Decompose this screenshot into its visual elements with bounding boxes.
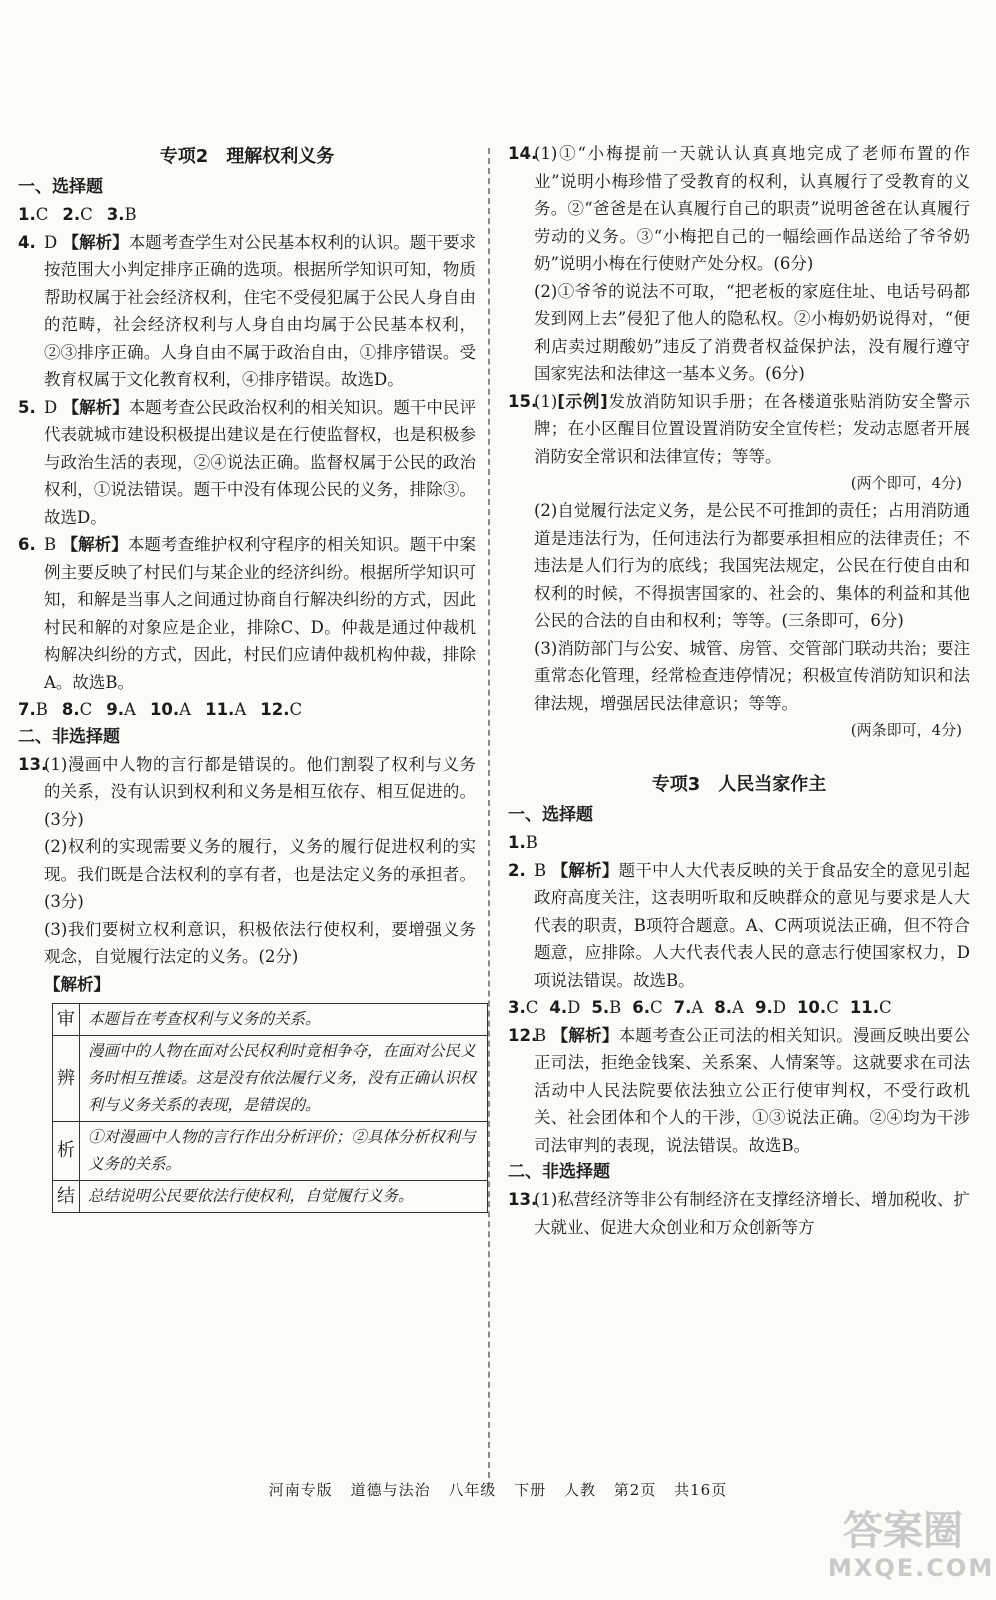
answer-item: 9.D	[754, 998, 786, 1017]
section-heading-nonchoice: 二、非选择题	[508, 1162, 610, 1182]
answer-item: 1.C	[18, 205, 49, 224]
left-column	[18, 140, 476, 1213]
section-title: 专项2 理解权利义务	[159, 146, 335, 167]
answer-part: (1)[示例]发放消防知识手册；在各楼道张贴消防安全警示牌；在小区醒目位置设置消防安全宣传栏；发动志愿者开展消防安全常识和法律宣传；等等。	[534, 391, 970, 466]
section-heading-nonchoice: 二、非选择题	[18, 726, 120, 747]
column-divider	[488, 148, 490, 1488]
answer-item: 2.C	[62, 205, 93, 224]
answer-part: (1)私营经济等非公有制经济在支撑经济增长、增加税收、扩大就业、促进大众创业和万众创新等方	[534, 1190, 970, 1237]
question-13: 13. (1)漫画中人物的言行都是错误的。他们割裂了权利与义务的关系，没有认识到权利和义务是相互依存、相互促进的。(3分) (2)权利的实现需要义务的履行，义务的履行促进权利的实现。我们既是合法权利的享有者，也是法定义务的承担者。(3分) (3)我们要树立权利意识，积极依法行使权利，要增强义务观念，自觉履行法定的义务。(2分)	[18, 751, 476, 971]
table-row	[53, 1003, 488, 1035]
footer-grade: 八年级	[448, 1481, 497, 1499]
section-heading-choice: 一、选择题	[508, 805, 593, 825]
analysis-table	[52, 1003, 488, 1213]
page-footer	[0, 1480, 996, 1500]
explanation-text: 题干中人大代表反映的关于食品安全的意见引起政府高度关注，这表明听取和反映群众的意见与要求是人大代表的职责，B项符合题意。A、C两项说法正确，但不符合题意，应排除。人大代表代表人民的意志行使国家权力，D项说法错误。故选B。	[534, 860, 971, 990]
score-note: (两个即可，4分)	[850, 474, 962, 492]
answer-part: (2)①爷爷的说法不可取，“把老板的家庭住址、电话号码都发到网上去”侵犯了他人的隐私权。②小梅奶奶说得对，“便利店卖过期酸奶”违反了消费者权益保护法，没有履行遵守国家宪法和法律这一基本义务。(6分)	[534, 281, 970, 383]
question-4: 4. D 【解析】本题考查学生对公民基本权利的认识。题干要求按范围大小判定排序正确的选项。根据所学知识可知，物质帮助权属于社会经济权利，住宅不受侵犯属于公民人身自由的范畴，社会经济权利与人身自由均属于公民基本权利，②③排序正确。人身自由不属于政治自由，①排序错误。受教育权属于文化教育权利，④排序错误。故选D。	[18, 232, 477, 389]
answer-item: 3.B	[106, 205, 137, 224]
answer-line	[18, 696, 476, 724]
table-row	[53, 1035, 488, 1121]
answer-item: 1.B	[508, 833, 538, 852]
row-value: 总结说明公民要依法行使权利，自觉履行义务。	[80, 1180, 488, 1212]
row-value: 本题旨在考查权利与义务的关系。	[80, 1003, 488, 1035]
footer-page: 第2页	[613, 1481, 657, 1499]
answer-item: 3.C	[508, 998, 539, 1017]
answer-item: 12.C	[260, 700, 303, 719]
question-15: 15. (1)[示例]发放消防知识手册；在各楼道张贴消防安全警示牌；在小区醒目位置设置消防安全宣传栏；发动志愿者开展消防安全常识和法律宣传；等等。	[508, 388, 970, 471]
answer-part: (1)漫画中人物的言行都是错误的。他们割裂了权利与义务的关系，没有认识到权利和义务是相互依存、相互促进的。(3分)	[44, 754, 476, 829]
answer-line	[18, 201, 476, 229]
watermark-logo: 答案圈 MXQE.COM	[828, 1508, 995, 1582]
score-note: (两条即可，4分)	[850, 721, 962, 739]
question-12: 12. B 【解析】本题考查公正司法的相关知识。漫画反映出要公正司法，拒绝金钱案、关系案、人情案等。这就要求在司法活动中人民法院要依法独立公正行使审判权，不受行政机关、社会团体和个人的干涉，①③说法正确。②④均为干涉司法审判的表现，说法错误。故选B。	[508, 1025, 971, 1155]
answer-item: 11.C	[849, 998, 892, 1017]
question-6: 6. B 【解析】本题考查维护权利守程序的相关知识。题干中案例主要反映了村民们与某企业的经济纠纷。根据所学知识可知，和解是当事人之间通过协商自行解决纠纷的方式，因此村民和解的对象应是企业，排除C、D。仲裁是通过仲裁机构解决纠纷的方式，因此，村民们应请仲裁机构仲裁，排除A。故选B。	[18, 535, 477, 692]
answer-part: (1)①“小梅提前一天就认认真真地完成了老师布置的作业”说明小梅珍惜了受教育的权利，认真履行了受教育的义务。②“爸爸是在认真履行自己的职责”说明爸爸在认真履行劳动的义务。③“小梅把自己的一幅绘画作品送给了爷爷奶奶”说明小梅在行使财产处分权。(6分)	[534, 144, 970, 273]
question-5: 5. D 【解析】本题考查公民政治权利的相关知识。题干中民评代表就城市建设积极提出建议是在行使监督权，也是积极参与政治生活的表现，②④说法正确。监督权属于公民的政治权利，①说法错误。题干中没有体现公民的义务，排除③。故选D。	[18, 397, 477, 527]
answer-item: 10.C	[796, 998, 839, 1017]
answer-item: 10.A	[149, 700, 192, 719]
answer-line	[508, 994, 970, 1022]
answer-item: 5.B	[591, 998, 622, 1017]
row-key: 辨	[53, 1035, 80, 1121]
explanation-text: 本题考查公民政治权利的相关知识。题干中民评代表就城市建设积极提出建议是在行使监督权，也是积极参与政治生活的表现，②④说法正确。监督权属于公民的政治权利，①说法错误。题干中没有体现公民的义务，排除③。故选D。	[44, 397, 477, 527]
answer-item: 7.A	[673, 998, 704, 1017]
footer-edition: 河南专版	[268, 1481, 333, 1499]
answer-item: 8.A	[714, 998, 744, 1017]
question-2: 2. B 【解析】题干中人大代表反映的关于食品安全的意见引起政府高度关注，这表明听取和反映群众的意见与要求是人大代表的职责，B项符合题意。A、C两项说法正确，但不符合题意，应排除。人大代表代表人民的意志行使国家权力，D项说法错误。故选B。	[508, 860, 971, 990]
row-key: 结	[53, 1180, 80, 1212]
row-key: 审	[53, 1003, 80, 1035]
answer-item: 8.C	[61, 700, 93, 719]
table-row	[53, 1180, 488, 1212]
right-column	[508, 140, 970, 1241]
answer-item: 9.A	[106, 700, 136, 719]
footer-subject: 道德与法治	[350, 1481, 431, 1499]
row-value: 漫画中的人物在面对公民权利时竟相争夺，在面对公民义务时相互推诿。这是没有依法履行义务，没有正确认识权利与义务关系的表现，是错误的。	[80, 1035, 488, 1121]
footer-volume: 下册	[514, 1481, 547, 1499]
section-heading-choice: 一、选择题	[18, 177, 103, 197]
question-14: 14. (1)①“小梅提前一天就认认真真地完成了老师布置的作业”说明小梅珍惜了受教育的权利，认真履行了受教育的义务。②“爸爸是在认真履行自己的职责”说明爸爸在认真履行劳动的义务。③“小梅把自己的一幅绘画作品送给了爷爷奶奶”说明小梅在行使财产处分权。(6分) (2)①爷爷的说法不可取，“把老板的家庭住址、电话号码都发到网上去”侵犯了他人的隐私权。②小梅奶奶说得对，“便利店卖过期酸奶”违反了消费者权益保护法，没有履行遵守国家宪法和法律这一基本义务。(6分)	[508, 140, 970, 388]
answer-item: 4.D	[549, 998, 581, 1017]
row-key: 析	[53, 1121, 80, 1180]
answer-part: (2)自觉履行法定义务，是公民不可推卸的责任；占用消防通道是违法行为，任何违法行为都要承担相应的法律责任；不违法是人们行为的底线；我国宪法规定，公民在行使自由和权利的时候，不得损害国家的、社会的、集体的利益和其他公民的合法的自由和权利；等等。(三条即可，6分)	[534, 501, 970, 630]
question-13-right: 13. (1)私营经济等非公有制经济在支撑经济增长、增加税收、扩大就业、促进大众创业和万众创新等方	[508, 1186, 970, 1241]
answer-item: 11.A	[205, 700, 247, 719]
answer-item: 7.B	[18, 700, 48, 719]
answer-part: (3)消防部门与公安、城管、房管、交管部门联动共治；要注重常态化管理，经常检查违停情况；积极宣传消防知识和法律法规，增强居民法律意识；等等。	[534, 638, 970, 713]
answer-line	[508, 829, 970, 857]
row-value: ①对漫画中人物的言行作出分析评价；②具体分析权利与义务的关系。	[80, 1121, 488, 1180]
explanation-text: 本题考查学生对公民基本权利的认识。题干要求按范围大小判定排序正确的选项。根据所学知识可知，物质帮助权属于社会经济权利，住宅不受侵犯属于公民人身自由的范畴，社会经济权利与人身自由均属于公民基本权利，②③排序正确。人身自由不属于政治自由，①排序错误。受教育权属于文化教育权利，④排序错误。故选D。	[44, 232, 477, 389]
explanation-text: 本题考查公正司法的相关知识。漫画反映出要公正司法，拒绝金钱案、关系案、人情案等。这就要求在司法活动中人民法院要依法独立公正行使审判权，不受行政机关、社会团体和个人的干涉，①③说法正确。②④均为干涉司法审判的表现，说法错误。故选B。	[534, 1025, 971, 1155]
footer-publisher: 人教	[563, 1481, 596, 1499]
answer-part: (3)我们要树立权利意识，积极依法行使权利，要增强义务观念，自觉履行法定的义务。(2分)	[44, 919, 476, 966]
answer-item: 6.C	[632, 998, 663, 1017]
explanation-text: 本题考查维护权利守程序的相关知识。题干中案例主要反映了村民们与某企业的经济纠纷。根据所学知识可知，和解是当事人之间通过协商自行解决纠纷的方式，因此村民和解的对象应是企业，排除C、D。仲裁是通过仲裁机构解决纠纷的方式，因此，村民们应请仲裁机构仲裁，排除A。故选B。	[44, 535, 477, 692]
analysis-label: 【解析】	[44, 974, 110, 994]
footer-total: 共16页	[674, 1481, 728, 1499]
table-row	[53, 1121, 488, 1180]
section-title: 专项3 人民当家作主	[651, 774, 827, 795]
answer-part: (2)权利的实现需要义务的履行，义务的履行促进权利的实现。我们既是合法权利的享有者，也是法定义务的承担者。(3分)	[44, 837, 476, 911]
